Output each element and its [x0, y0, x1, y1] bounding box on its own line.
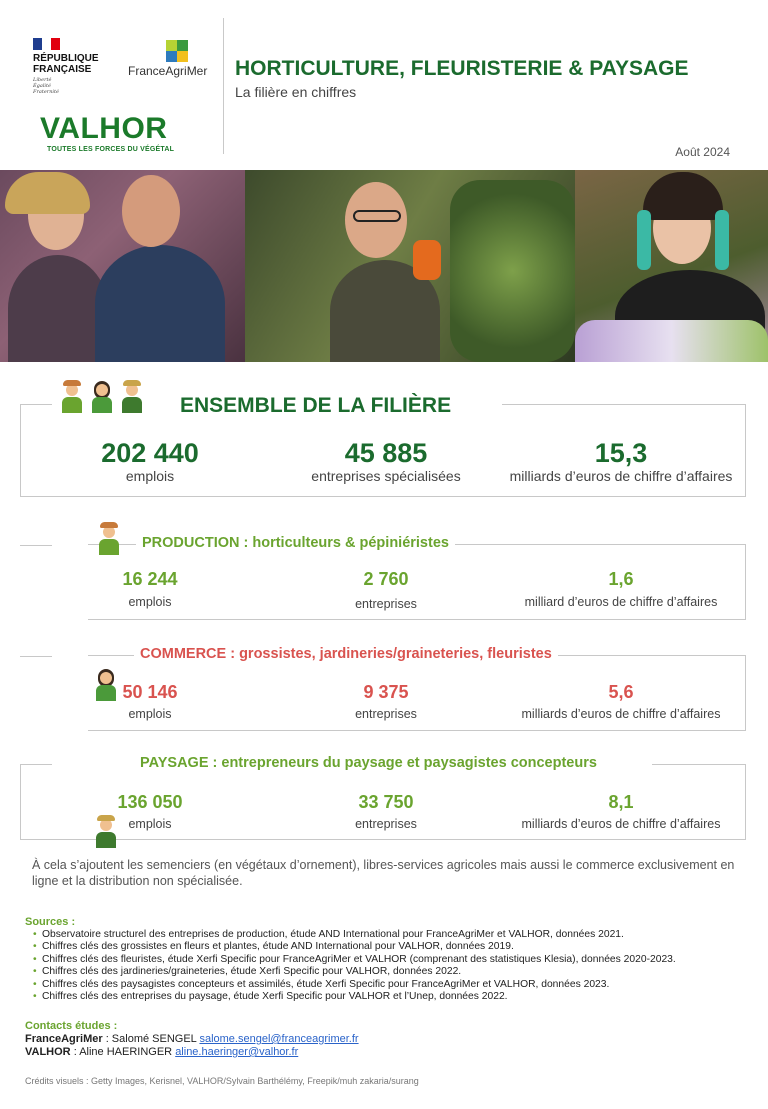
production-entreprises-value: 2 760: [363, 569, 409, 589]
contact-org: VALHOR: [25, 1046, 71, 1058]
sources-list: [33, 929, 676, 1003]
contact-email-link[interactable]: aline.haeringer@valhor.fr: [175, 1046, 299, 1058]
source-item: • Chiffres clés des paysagistes concepteurs et assimilés, étude Xerfi Specific pour FranceAgriMer et VALHOR, données 2023.: [33, 979, 676, 991]
page-subtitle: La filière en chiffres: [235, 84, 357, 100]
commerce-entreprises-value: 9 375: [363, 682, 409, 702]
hero-photo-band: [0, 170, 768, 362]
ensemble-ca-value: 15,3: [594, 438, 648, 468]
ensemble-emplois-value: 202 440: [101, 438, 199, 468]
commerce-ca-value: 5,6: [608, 682, 634, 702]
franceagrimer-name: FranceAgriMer: [128, 64, 208, 78]
publication-date: Août 2024: [675, 145, 730, 159]
ensemble-entreprises-value: 45 885: [344, 438, 428, 468]
ensemble-icons: [59, 378, 145, 414]
production-ca-label: milliard d’euros de chiffre d’affaires: [524, 595, 718, 609]
commerce-title: COMMERCE : grossistes, jardineries/graineteries, fleuristes: [134, 646, 558, 662]
paysage-emplois-label: emplois: [128, 817, 172, 831]
republique-motto: Liberté Égalité Fraternité: [33, 77, 59, 95]
source-item: • Observatoire structurel des entreprises de production, étude AND International pour FranceAgriMer et VALHOR, données 2021.: [33, 929, 676, 941]
paysage-ca-label: milliards d’euros de chiffre d’affaires: [521, 817, 721, 831]
florist-icon: [89, 378, 115, 414]
growers-photo: [0, 170, 245, 362]
contact-email-link[interactable]: salome.sengel@franceagrimer.fr: [199, 1033, 359, 1045]
source-item: • Chiffres clés des entreprises du paysage, étude Xerfi Specific pour VALHOR et l’Unep, données 2022.: [33, 991, 676, 1003]
franceagrimer-logo: [128, 40, 212, 78]
source-item: • Chiffres clés des fleuristes, étude Xerfi Specific pour FranceAgriMer et VALHOR (comprenant des statistiques Klesia), données 2020-2023.: [33, 954, 676, 966]
page-title: HORTICULTURE, FLEURISTERIE & PAYSAGE: [235, 57, 689, 80]
paysage-entreprises-value: 33 750: [358, 792, 414, 812]
gardener-icon: [96, 520, 122, 556]
landscaper-icon: [119, 378, 145, 414]
nursery-photo: [245, 170, 575, 362]
republique-francaise-logo: RÉPUBLIQUE FRANÇAISE: [33, 53, 99, 75]
contact-franceagrimer: [25, 1033, 359, 1045]
header-divider: [223, 18, 224, 154]
gardener-icon: [59, 378, 85, 414]
source-item: • Chiffres clés des jardineries/graineteries, étude Xerfi Specific pour VALHOR, données 2022.: [33, 966, 676, 978]
valhor-logo: VALHOR: [40, 112, 168, 145]
french-flag-icon: [33, 38, 60, 50]
photo-credits: Crédits visuels : Getty Images, Kerisnel, VALHOR/Sylvain Barthélémy, Freepik/muh zakaria/surang: [25, 1076, 419, 1086]
contact-org: FranceAgriMer: [25, 1033, 103, 1045]
source-item: • Chiffres clés des grossistes en fleurs et plantes, étude AND International pour VALHOR, données 2019.: [33, 941, 676, 953]
paysage-emplois-value: 136 050: [117, 792, 183, 812]
ensemble-entreprises-label: entreprises spécialisées: [311, 468, 461, 484]
production-ca-value: 1,6: [608, 569, 634, 589]
sources-title: Sources :: [25, 916, 76, 928]
paysage-ca-value: 8,1: [608, 792, 634, 812]
production-emplois-value: 16 244: [122, 569, 178, 589]
ensemble-title: ENSEMBLE DE LA FILIÈRE: [176, 394, 455, 418]
valhor-tagline: TOUTES LES FORCES DU VÉGÉTAL: [47, 146, 175, 153]
paysage-entreprises-label: entreprises: [355, 817, 417, 831]
franceagrimer-icon: [166, 40, 188, 62]
contact-person: : Aline HAERINGER: [70, 1046, 176, 1058]
florist-photo: [575, 170, 768, 362]
contact-valhor: [25, 1046, 298, 1058]
commerce-ca-label: milliards d’euros de chiffre d’affaires: [521, 707, 721, 721]
paysage-title: PAYSAGE : entrepreneurs du paysage et paysagistes concepteurs: [134, 755, 603, 771]
commerce-emplois-value: 50 146: [122, 682, 178, 702]
production-title: PRODUCTION : horticulteurs & pépiniéristes: [136, 535, 455, 551]
commerce-entreprises-label: entreprises: [355, 707, 417, 721]
contact-person: : Salomé SENGEL: [102, 1033, 200, 1045]
contacts-title: Contacts études :: [25, 1020, 118, 1032]
production-entreprises-label: entreprises: [355, 597, 417, 611]
ensemble-emplois-label: emplois: [125, 468, 175, 484]
ensemble-ca-label: milliards d’euros de chiffre d’affaires: [509, 468, 733, 484]
additional-note: À cela s’ajoutent les semenciers (en végétaux d’ornement), libres-services agricoles mais aussi le commerce exclusivement en ligne et la distribution non spécialisée.: [32, 858, 735, 888]
production-emplois-label: emplois: [128, 595, 172, 609]
commerce-emplois-label: emplois: [128, 707, 172, 721]
